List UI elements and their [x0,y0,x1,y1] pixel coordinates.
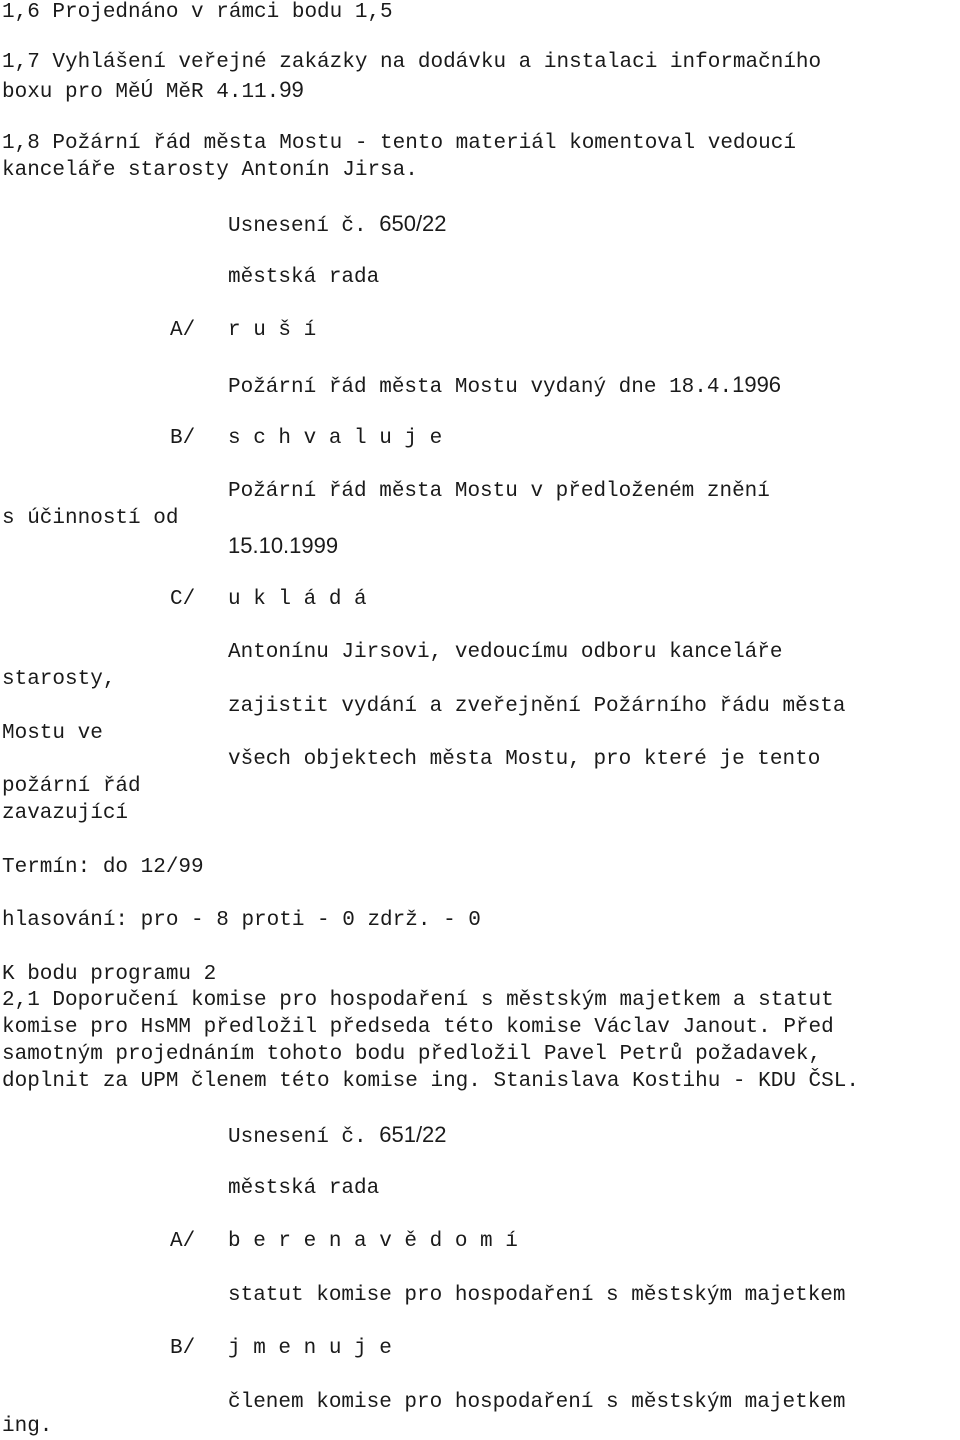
point-b-label: B/ [170,427,196,450]
resolution-651-title [228,1122,447,1151]
point-2b-left: ing. [2,1415,53,1438]
item-2-1-line2: komise pro HsMM předložil předseda této komise Václav Janout. Před [2,1016,834,1039]
deadline: Termín: do 12/99 [2,856,204,879]
point-a-label: A/ [170,319,196,342]
point-b-effective-label: s účinností od [2,507,179,530]
resolution-651-number: 651/22 [379,1122,447,1147]
item-1-7-line2-text: boxu pro MěÚ MěR 4.11. [2,81,280,104]
point-2b-verb: j m e n u j e [228,1337,392,1360]
item-2-1-line3: samotným projednáním tohoto bodu předložil Pavel Petrů požadavek, [2,1043,822,1066]
voting-result: hlasování: pro - 8 proti - 0 zdrž. - 0 [2,909,481,932]
resolution-number: 650/22 [379,211,447,236]
point-a-text-main: Požární řád města Mostu vydaný dne 18.4. [228,376,733,399]
point-c-verb: u k l á d á [228,588,367,611]
point-c-label: C/ [170,588,196,611]
point-a-text [228,372,781,401]
agenda-heading-2: K bodu programu 2 [2,963,217,986]
point-a-verb: r u š í [228,319,317,342]
council-label: městská rada [228,266,380,289]
item-1-8-line1: 1,8 Požární řád města Mostu - tento materiál komentoval vedoucí [2,132,796,155]
point-2a-label: A/ [170,1230,196,1253]
item-2-1-line1: 2,1 Doporučení komise pro hospodaření s městským majetkem a statut [2,989,834,1012]
point-b-text: Požární řád města Mostu v předloženém znění [228,480,770,503]
item-1-7-line2 [2,77,304,106]
resolution-650-title [228,211,447,240]
item-1-8-line2: kanceláře starosty Antonín Jirsa. [2,159,418,182]
point-c-text-2: zajistit vydání a zveřejnění Požárního řádu města [228,695,846,718]
point-2b-text: členem komise pro hospodaření s městským majetkem [228,1391,846,1414]
point-b-verb: s c h v a l u j e [228,427,443,450]
item-2-1-line4: doplnit za UPM členem této komise ing. Stanislava Kostihu - KDU ČSL. [2,1070,859,1093]
point-2a-verb: b e r e n a v ě d o m í [228,1230,518,1253]
point-b-effective-date: 15.10.1999 [228,533,339,558]
point-a-text-year: 1996 [732,372,782,397]
point-c-left-4: zavazující [2,802,129,825]
item-1-7-line2-year: 99 [279,77,304,102]
point-c-left-3: požární řád [2,775,141,798]
point-c-text-3: všech objektech města Mostu, pro které je tento [228,748,821,771]
council-label-2: městská rada [228,1177,380,1200]
point-c-left-1: starosty, [2,668,116,691]
point-2b-label: B/ [170,1337,196,1360]
resolution-label: Usnesení č. [228,215,367,238]
item-1-7-line1: 1,7 Vyhlášení veřejné zakázky na dodávku a instalaci informačního [2,51,822,74]
point-2a-text: statut komise pro hospodaření s městským majetkem [228,1284,846,1307]
point-c-text-1: Antonínu Jirsovi, vedoucímu odboru kanceláře [228,641,783,664]
item-1-6: 1,6 Projednáno v rámci bodu 1,5 [2,1,393,24]
point-c-left-2: Mostu ve [2,722,103,745]
resolution-651-label: Usnesení č. [228,1126,367,1149]
